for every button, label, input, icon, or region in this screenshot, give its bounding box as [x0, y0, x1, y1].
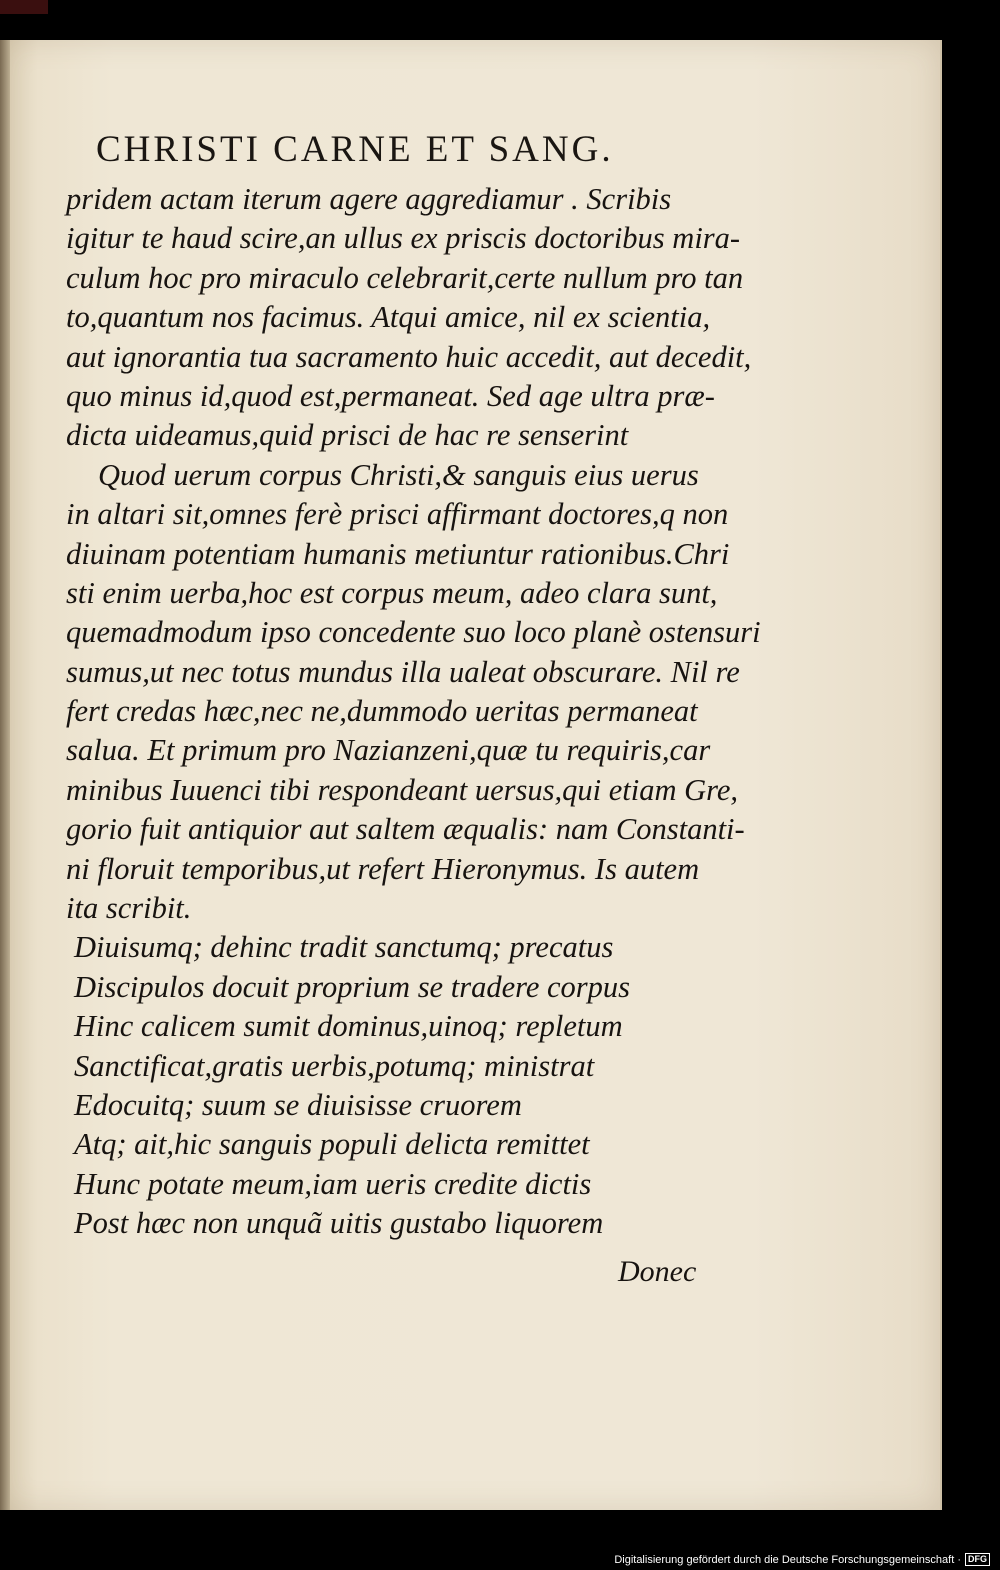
- verse-line: Discipulos docuit proprium se tradere corpus: [74, 969, 631, 1004]
- dfg-logo: DFG: [965, 1553, 990, 1566]
- text-line: gorio fuit antiquior aut saltem æqualis: nam Constanti-: [66, 812, 745, 847]
- digitization-credit: [614, 1553, 990, 1566]
- text-line: fert credas hæc,nec ne,dummodo ueritas permaneat: [66, 694, 698, 729]
- verse-line: Post hæc non unquã uitis gustabo liquorem: [74, 1206, 604, 1241]
- text-line: in altari sit,omnes ferè prisci affirmant doctores,q non: [66, 497, 729, 532]
- text-line: quo minus id,quod est,permaneat. Sed age ultra præ-: [66, 378, 715, 413]
- text-line: pridem actam iterum agere aggrediamur . Scribis: [66, 182, 672, 216]
- credit-text: Digitalisierung gefördert durch die Deutsche Forschungsgemeinschaft ·: [614, 1553, 961, 1566]
- verse-line: Hinc calicem sumit dominus,uinoq; repletum: [74, 1009, 623, 1044]
- verse-line: Atq; ait,hic sanguis populi delicta remittet: [74, 1127, 590, 1162]
- verse-line: Diuisumq; dehinc tradit sanctumq; precatus: [74, 930, 614, 965]
- page-edge: [0, 40, 10, 1510]
- catchword: Donec: [618, 1255, 697, 1288]
- text-line: minibus Iuuenci tibi respondeant uersus,qui etiam Gre,: [66, 772, 739, 807]
- text-line: quemadmodum ipso concedente suo loco planè ostensuri: [66, 615, 761, 650]
- verse-line: Sanctificat,gratis uerbis,potumq; ministrat: [74, 1048, 595, 1083]
- text-line: sumus,ut nec totus mundus illa ualeat obscurare. Nil re: [66, 654, 740, 689]
- verse-line: Edocuitq; suum se diuisisse cruorem: [74, 1087, 522, 1122]
- text-line: igitur te haud scire,an ullus ex priscis doctoribus mira-: [66, 221, 741, 256]
- text-line: aut ignorantia tua sacramento huic accedit, aut decedit,: [66, 339, 752, 374]
- corner-mark: [0, 0, 48, 14]
- text-line: salua. Et primum pro Nazianzeni,quæ tu requiris,car: [66, 733, 711, 768]
- text-line: sti enim uerba,hoc est corpus meum, adeo clara sunt,: [66, 575, 718, 610]
- page-text: [66, 180, 761, 1244]
- verse-line: Hunc potate meum,iam ueris credite dictis: [74, 1166, 592, 1201]
- text-line: dicta uideamus,quid prisci de hac re senserint: [66, 418, 629, 453]
- text-line: ita scribit.: [66, 891, 192, 926]
- text-line: to,quantum nos facimus. Atqui amice, nil ex scientia,: [66, 300, 711, 335]
- text-line: culum hoc pro miraculo celebrarit,certe nullum pro tan: [66, 260, 744, 295]
- text-line: diuinam potentiam humanis metiuntur rationibus.Chri: [66, 536, 730, 571]
- running-title: CHRISTI CARNE ET SANG.: [96, 129, 614, 170]
- paragraph-start-line: Quod uerum corpus Christi,& sanguis eius uerus: [98, 457, 699, 492]
- text-line: ni floruit temporibus,ut refert Hieronymus. Is autem: [66, 851, 700, 886]
